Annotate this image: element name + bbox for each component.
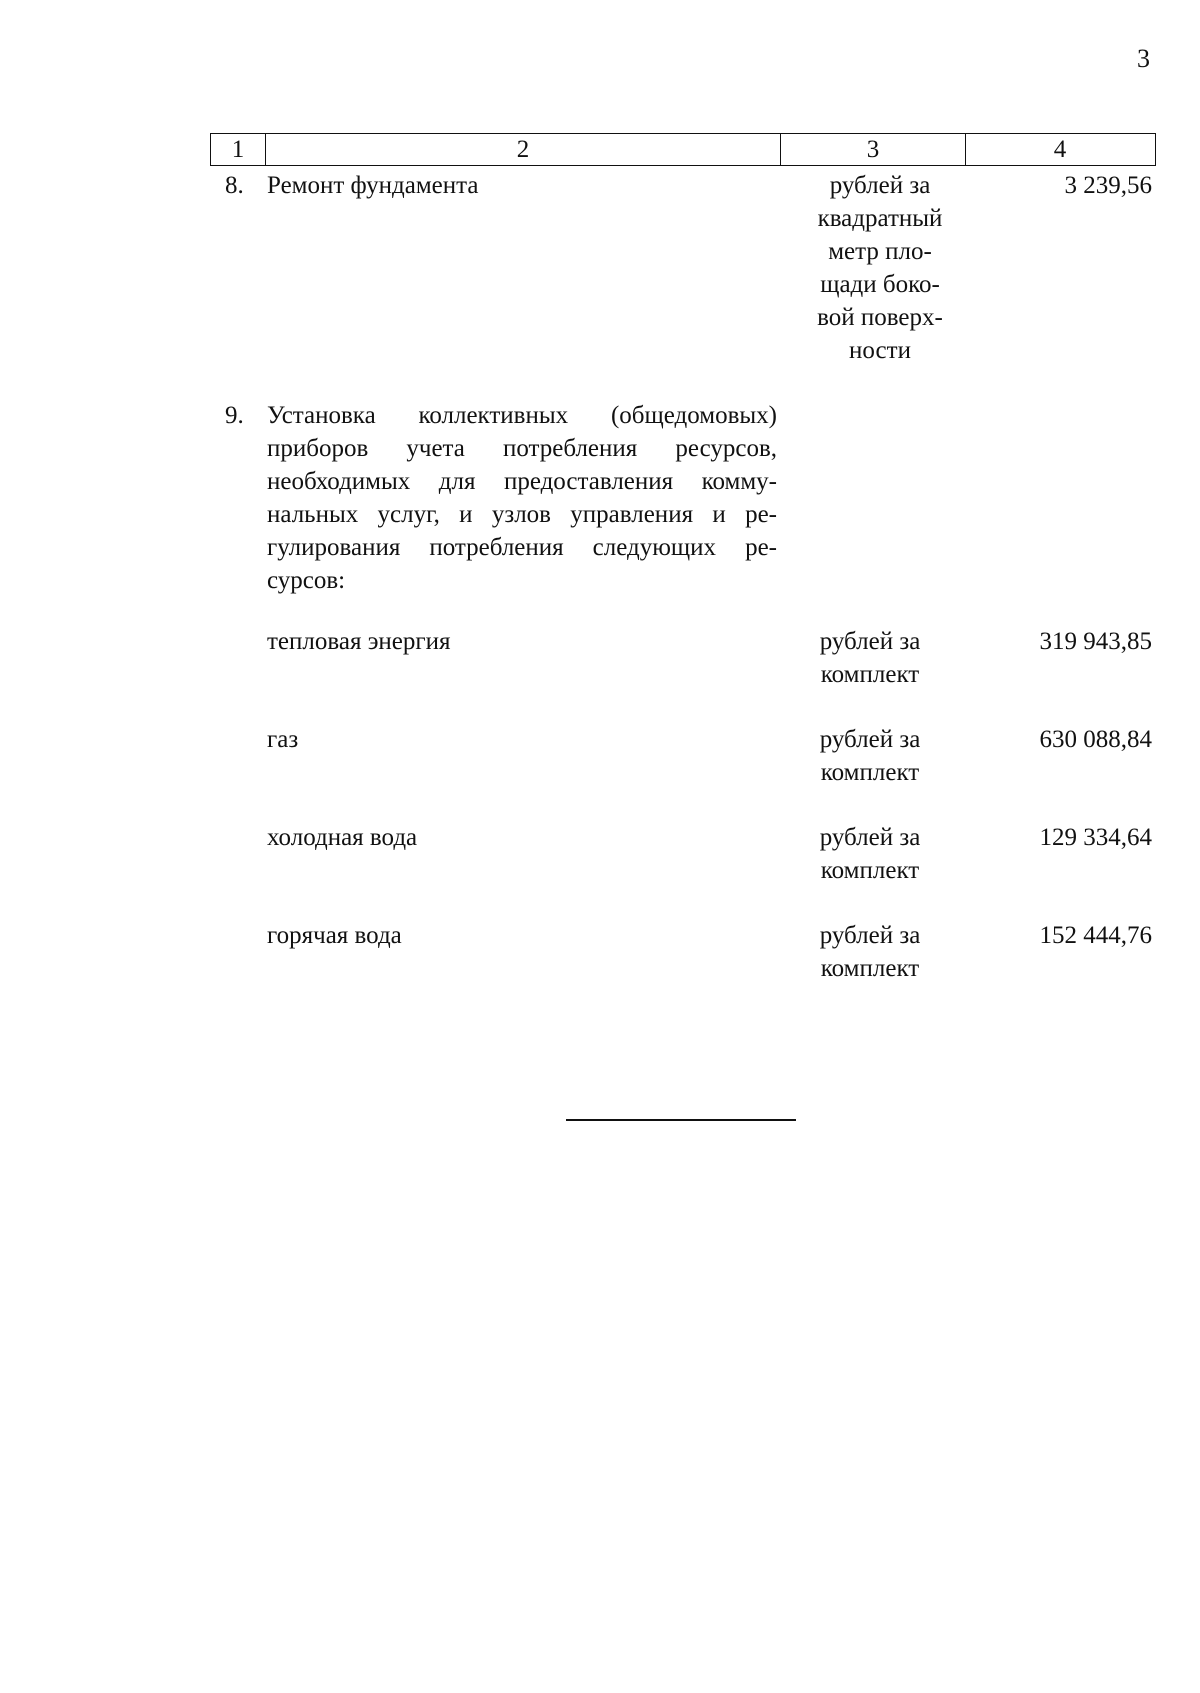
- row-name: Установка коллективных (общедомовых) приборов учета потребления ресурсов, необходимых для предоставления комму- нальных услуг, и узлов управления и ре- гулирования потребления следующих ре- сурсов:: [267, 402, 777, 594]
- row-name: горячая вода: [267, 922, 402, 949]
- table-header-col-2: 2: [266, 134, 781, 165]
- row-unit: рублей за квадратный метр пло- щади боко- вой поверх- ности: [817, 172, 943, 364]
- table-header-col-1: 1: [211, 134, 266, 165]
- table-header-row: [210, 133, 1156, 166]
- row-value: 3 239,56: [1064, 172, 1152, 199]
- page-number: 3: [1137, 44, 1150, 73]
- row-value: 129 334,64: [1039, 824, 1152, 851]
- end-of-document-rule: [566, 1119, 796, 1121]
- row-value: 152 444,76: [1039, 922, 1152, 949]
- row-value: 630 088,84: [1039, 726, 1152, 753]
- row-unit: рублей за комплект: [819, 922, 921, 982]
- row-unit: рублей за комплект: [819, 726, 921, 786]
- row-name: газ: [267, 726, 299, 753]
- table-header-col-3: 3: [781, 134, 966, 165]
- row-name: тепловая энергия: [267, 628, 451, 655]
- row-name: Ремонт фундамента: [267, 172, 479, 199]
- table-header-col-4: 4: [1053, 136, 1067, 163]
- row-value: 319 943,85: [1039, 628, 1152, 655]
- row-number: 9.: [225, 402, 244, 429]
- row-unit: рублей за комплект: [819, 824, 921, 884]
- row-name: холодная вода: [267, 824, 418, 851]
- row-number: 8.: [225, 172, 244, 199]
- row-unit: рублей за комплект: [819, 628, 921, 688]
